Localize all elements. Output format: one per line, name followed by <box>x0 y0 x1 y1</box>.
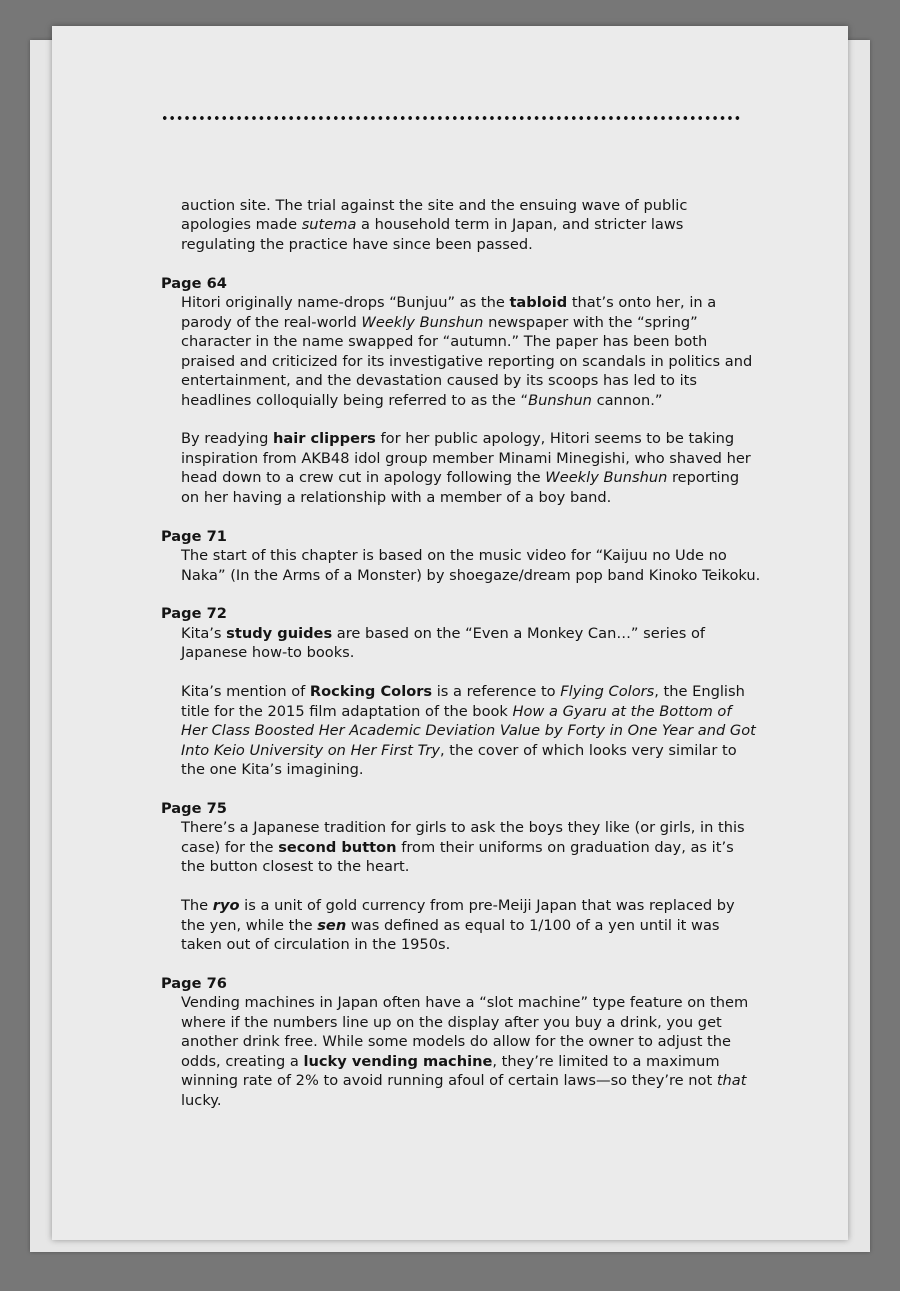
dotted-divider <box>161 116 741 120</box>
document-page <box>52 26 848 1240</box>
emphasized-term: Rocking Colors <box>309 683 433 701</box>
emphasized-term: Flying Colors <box>560 683 655 701</box>
text-run: By readying <box>181 430 273 448</box>
section-heading: Page 72 <box>161 605 227 623</box>
text-run: cannon.” <box>591 391 663 409</box>
text-run: Kita’s <box>181 624 227 642</box>
emphasized-term: lucky vending machine <box>303 1052 493 1070</box>
notes-content <box>161 196 761 1130</box>
note-paragraph <box>181 682 761 779</box>
emphasized-term: sen <box>317 916 347 934</box>
section-heading: Page 76 <box>161 975 227 992</box>
text-run: Vending machines in Japan often have a “slot machine” type feature on them where if the numbers line up on the display after you buy a drink, you get another drink free. While some models do allow for the owner to adjust the odds, creating a <box>181 994 749 1070</box>
emphasized-term: hair clippers <box>273 430 376 448</box>
text-run: The start of this chapter is based on the music video for “Kaijuu no Ude no Naka” (In the Arms of a Monster) by shoegaze/dream pop band Kinoko Teikoku. <box>181 547 761 584</box>
text-run: There’s a Japanese tradition for girls to ask the boys they like (or girls, in this case) for the <box>181 819 745 856</box>
text-run: that’s onto her, in a parody of the real-world <box>181 294 717 331</box>
text-run: was defined as equal to 1/100 of a yen until it was taken out of circulation in the 1950s. <box>181 916 720 954</box>
text-run: , the cover of which looks very similar to the one Kita’s imagining. <box>181 741 737 779</box>
note-paragraph <box>181 293 761 410</box>
text-run: from their uniforms on graduation day, as it’s the button closest to the heart. <box>181 838 734 876</box>
text-run: is a reference to <box>432 683 561 701</box>
text-run: for her public apology, Hitori seems to be taking inspiration from AKB48 idol group member Minami Minegishi, who shaved her head down to a crew cut in apology following the <box>181 430 751 487</box>
text-run: newspaper with the “spring” character in the name swapped for “autumn.” The paper has been both praised and criticized for its investigative reporting on scandals in politics and entertainment, and the devastation caused by its scoops has led to its headlines colloquially being referred to as the “ <box>181 313 753 409</box>
intro-paragraph: auction site. The trial against the site and the ensuing wave of public apologies made sutema a household term in Japan, and stricter laws regulating the practice have since been passed. <box>181 197 688 253</box>
text-run: , they’re limited to a maximum winning rate of 2% to avoid running afoul of certain laws—so they’re not <box>181 1052 720 1090</box>
text-run: , the English title for the 2015 film adaptation of the book <box>181 683 745 720</box>
text-run: Kita’s mention of <box>181 683 310 701</box>
emphasized-term: Weekly Bunshun <box>545 469 668 487</box>
emphasized-term: second button <box>278 838 397 856</box>
note-paragraph <box>181 429 761 507</box>
note-paragraph <box>181 896 761 954</box>
emphasized-term: How a Gyaru at the Bottom of Her Class Boosted Her Academic Deviation Value by Forty in One Year and Got Into Keio University on Her First Try <box>181 702 756 759</box>
text-run: The <box>181 897 213 915</box>
emphasized-term: tabloid <box>509 294 568 312</box>
emphasized-term: Weekly Bunshun <box>361 313 484 331</box>
emphasized-term: ryo <box>212 897 240 915</box>
text-run: is a unit of gold currency from pre-Meiji Japan that was replaced by the yen, while the <box>181 897 735 934</box>
emphasized-term: Bunshun <box>528 391 592 409</box>
section-heading: Page 75 <box>161 799 227 817</box>
emphasized-term: study guides <box>226 624 333 642</box>
text-run: are based on the “Even a Monkey Can…” series of Japanese how-to books. <box>181 624 706 662</box>
text-run: Hitori originally name-drops “Bunjuu” as the <box>181 294 510 312</box>
italic-term: sutema <box>301 216 357 234</box>
emphasized-term: that <box>716 1072 747 1090</box>
note-paragraph <box>181 624 761 663</box>
note-paragraph <box>181 546 761 585</box>
text-run: reporting on her having a relationship with a member of a boy band. <box>181 469 740 506</box>
note-paragraph <box>181 818 761 876</box>
section-heading: Page 71 <box>161 527 227 545</box>
section-heading: Page 64 <box>161 274 227 292</box>
note-paragraph <box>181 993 761 1110</box>
text-run: lucky. <box>181 1091 222 1109</box>
